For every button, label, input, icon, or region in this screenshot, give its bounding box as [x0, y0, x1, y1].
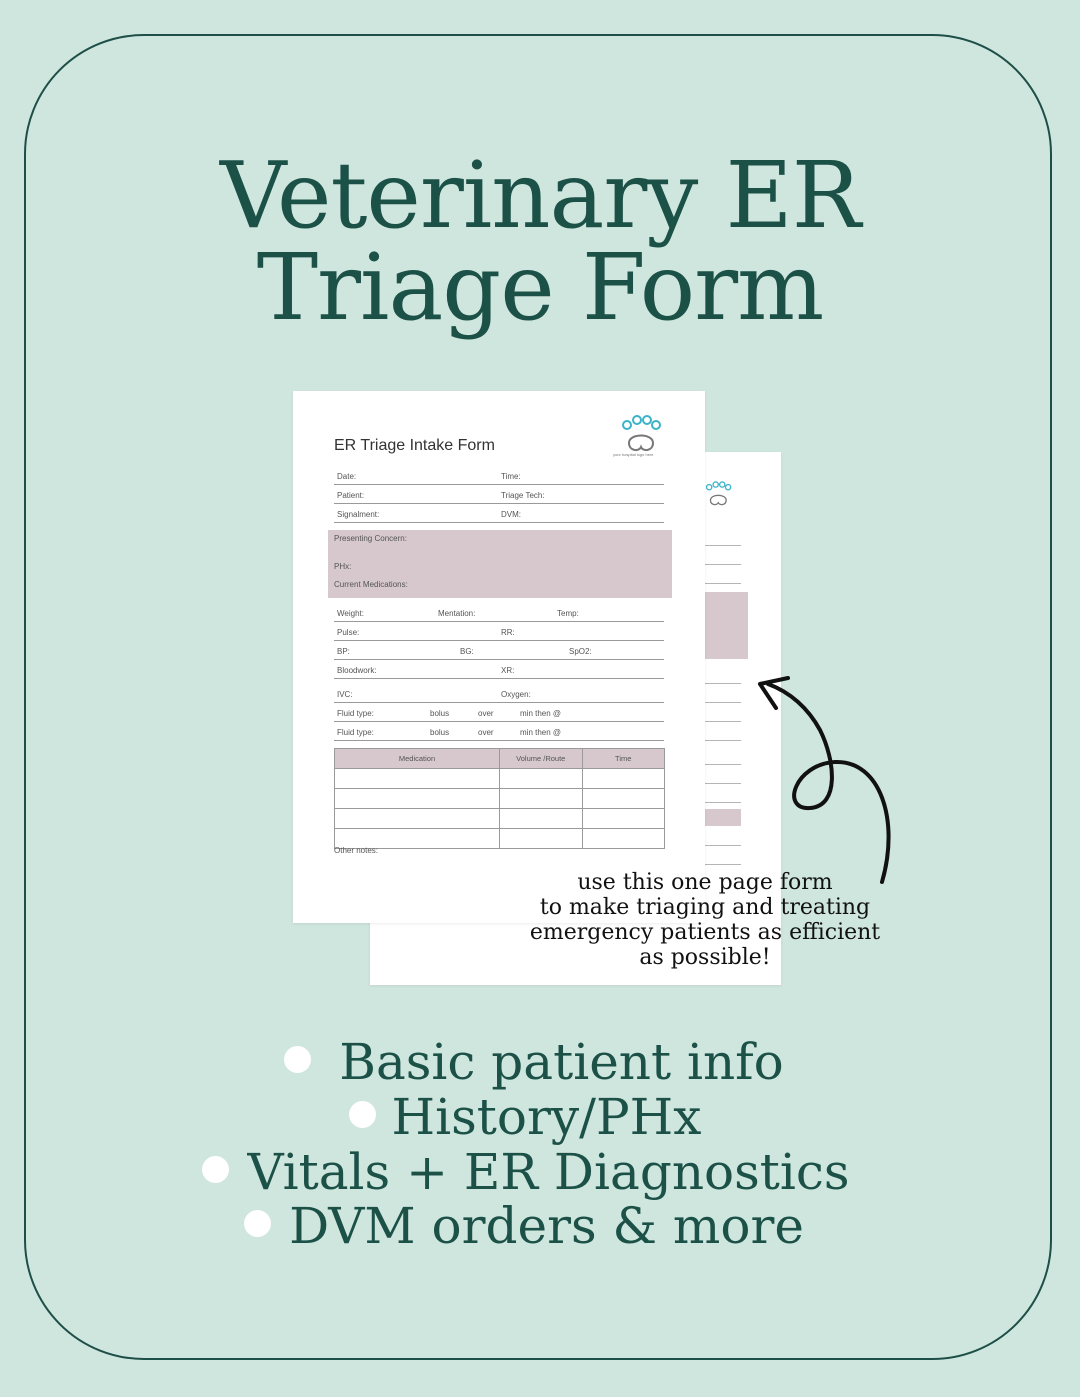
- list-item: History/PHx: [0, 1090, 1065, 1144]
- note-line: emergency patients as efficient: [529, 920, 881, 945]
- table-row: [335, 789, 665, 809]
- list-item: Basic patient info: [0, 1035, 1074, 1089]
- bullet-dot-icon: [349, 1101, 376, 1128]
- form-row-fluid-1: Fluid type: bolus over min then @: [334, 703, 664, 722]
- form-preview-front-page: [293, 391, 705, 923]
- form-row-weight: Weight: Mentation: Temp:: [334, 603, 664, 622]
- form-row-signalment: Signalment: DVM:: [334, 504, 664, 523]
- list-item: Vitals + ER Diagnostics: [0, 1145, 1066, 1199]
- bullet-dot-icon: [244, 1210, 271, 1237]
- page-title-line2: Triage Form: [256, 234, 824, 341]
- table-header: Volume /Route: [500, 749, 583, 769]
- callout-note: [470, 870, 940, 970]
- form-row-patient: Patient: Triage Tech:: [334, 485, 664, 504]
- form-title: ER Triage Intake Form: [334, 437, 495, 454]
- note-line: as possible!: [639, 945, 771, 970]
- table-row: [335, 769, 665, 789]
- list-item: DVM orders & more: [0, 1199, 1064, 1253]
- form-row-bp: BP: BG: SpO2:: [334, 641, 664, 660]
- form-row-pulse: Pulse: RR:: [334, 622, 664, 641]
- medication-table: [334, 748, 665, 849]
- history-section: Presenting Concern: PHx: Current Medications:: [328, 530, 672, 598]
- table-row: [335, 829, 665, 849]
- note-line: use this one page form: [577, 870, 833, 895]
- logo-caption: your hospital logo here: [613, 452, 654, 457]
- bullet-dot-icon: [202, 1156, 229, 1183]
- curly-arrow-icon: [740, 670, 910, 890]
- table-header: Time: [582, 749, 665, 769]
- other-notes-label: Other notes:: [334, 846, 379, 855]
- page-title-line1: Veterinary ER: [220, 142, 860, 249]
- table-row: [335, 809, 665, 829]
- bullet-dot-icon: [284, 1046, 311, 1073]
- paw-logo-icon: [700, 478, 734, 512]
- form-row-date: Date: Time:: [334, 466, 664, 485]
- form-row-fluid-2: Fluid type: bolus over min then @: [334, 722, 664, 741]
- table-header: Medication: [335, 749, 500, 769]
- note-line: to make triaging and treating: [539, 895, 871, 920]
- form-row-ivc: IVC: Oxygen:: [334, 684, 664, 703]
- form-row-bloodwork: Bloodwork: XR:: [334, 660, 664, 679]
